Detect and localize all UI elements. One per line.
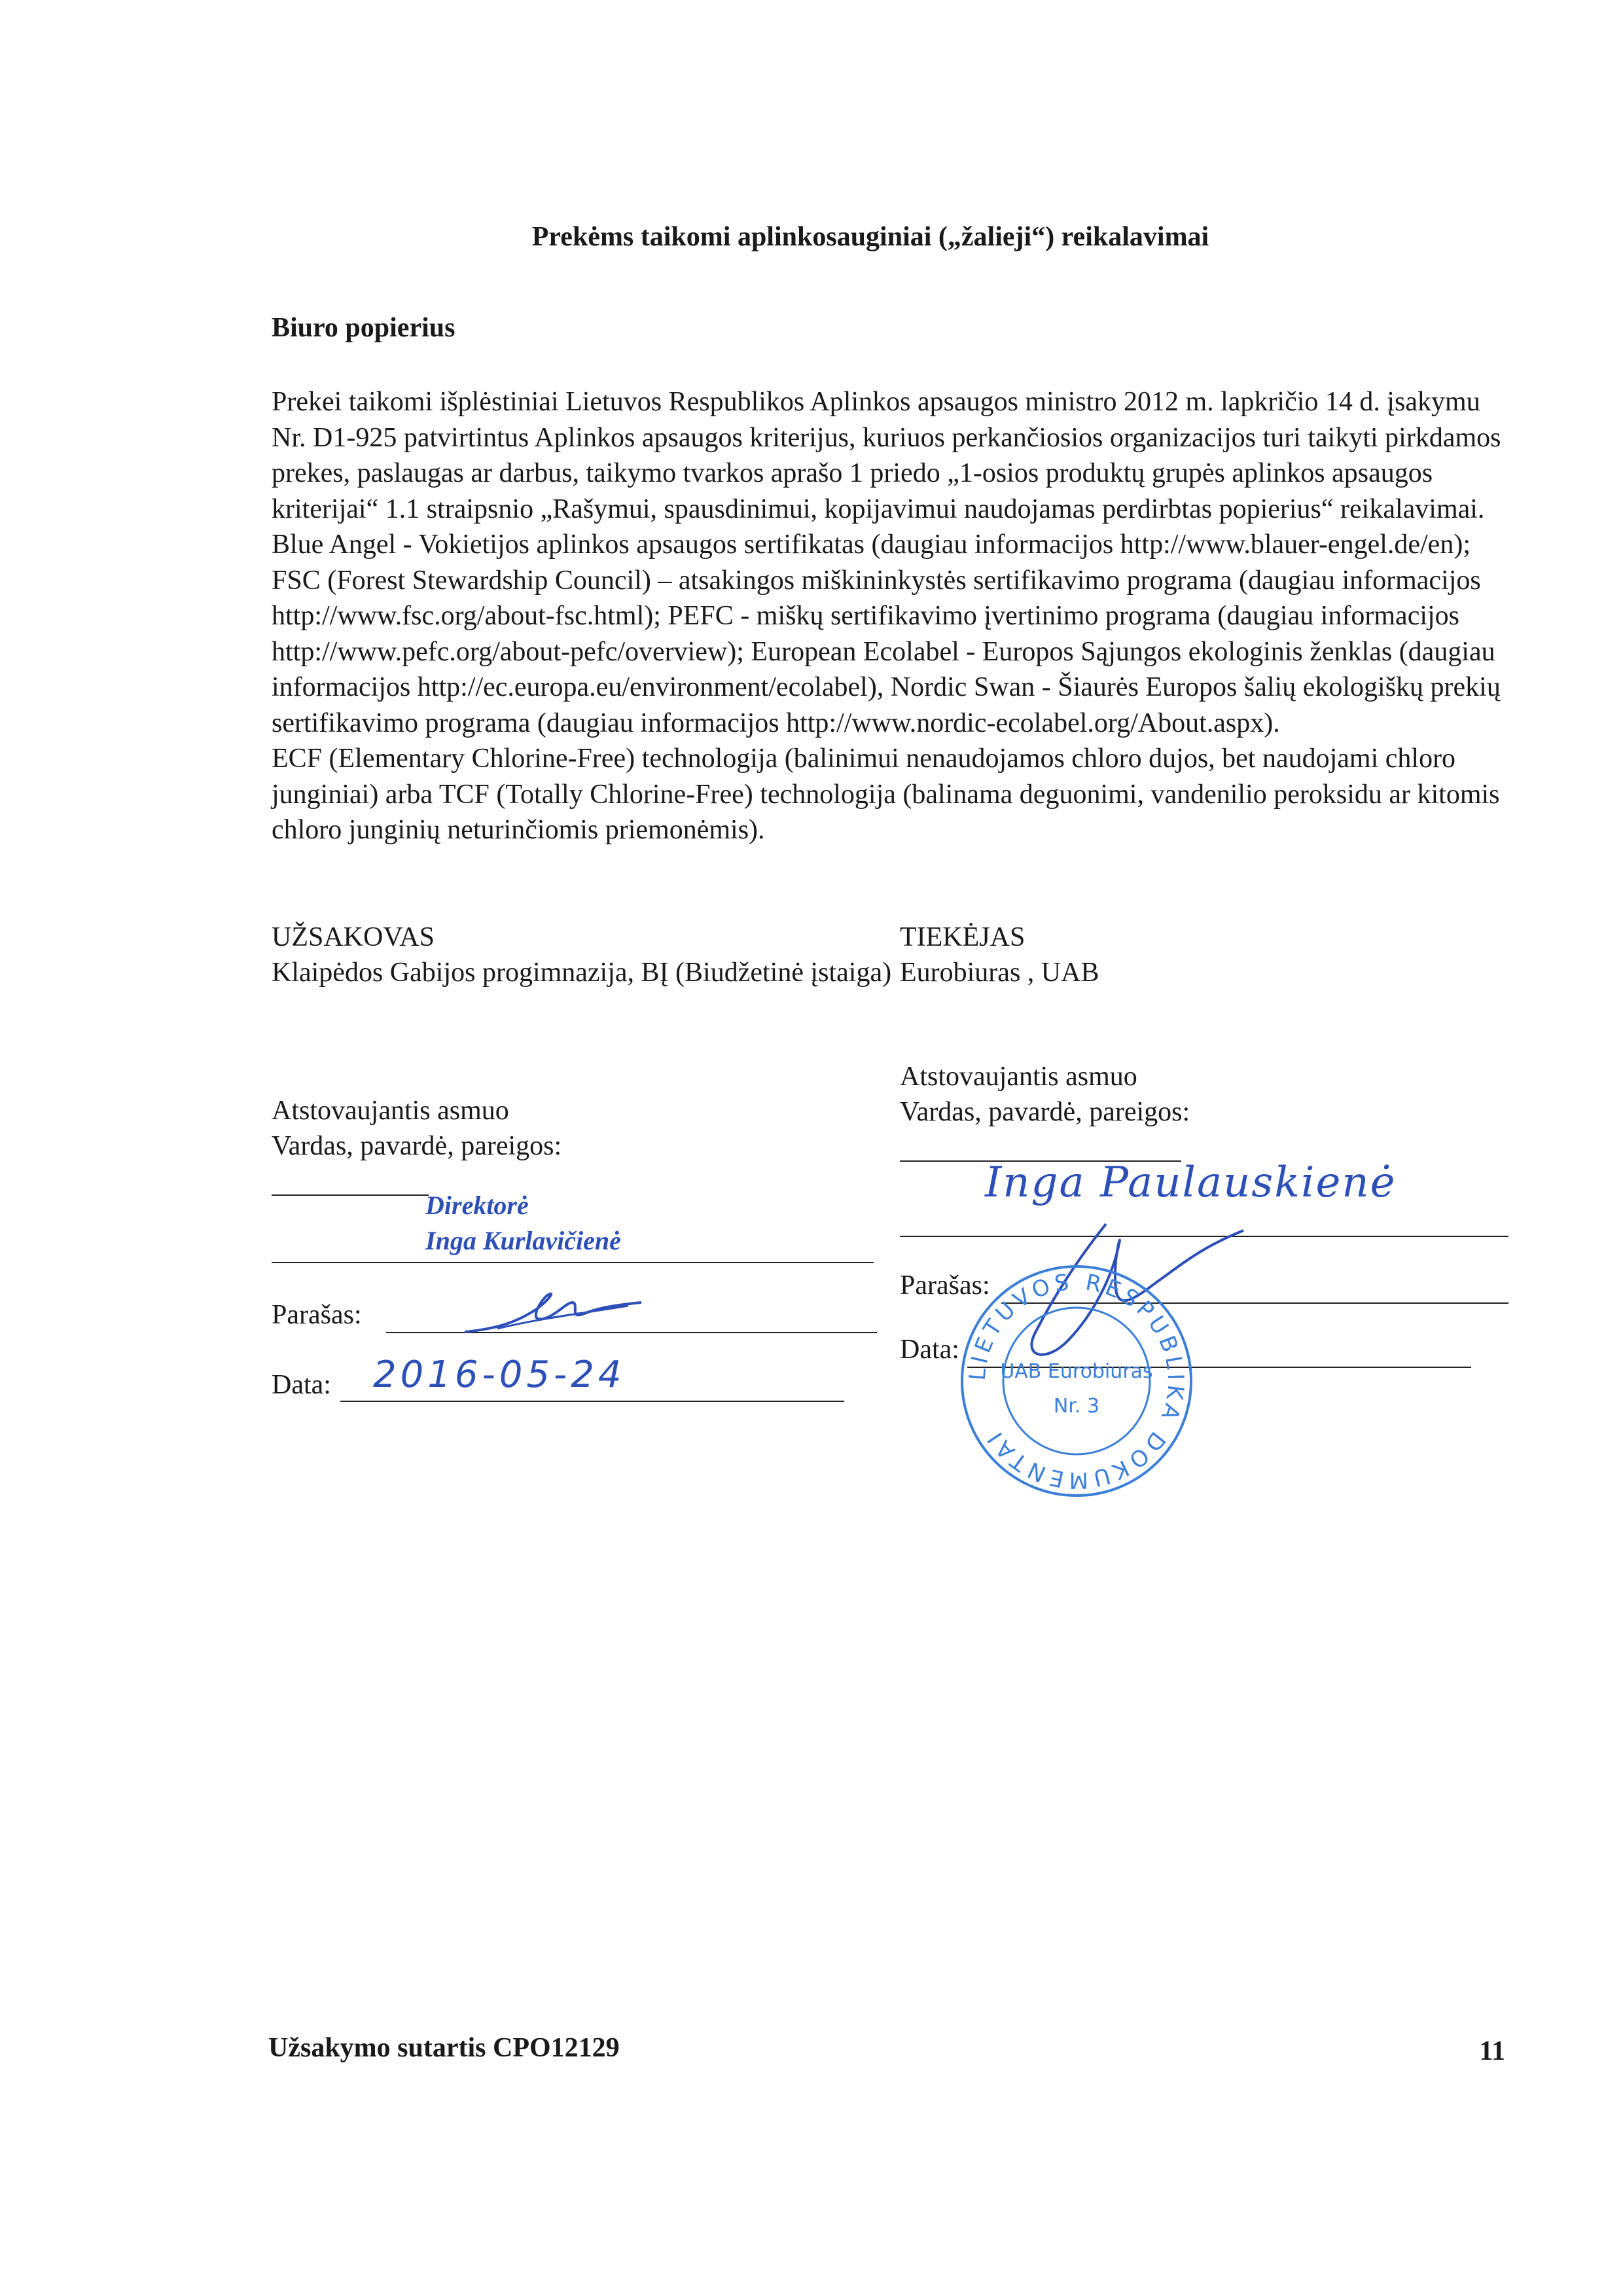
customer-signature-label: Parašas: — [272, 1300, 362, 1330]
supplier-block — [900, 920, 1489, 990]
customer-name-position-label: Vardas, pavardė, pareigos: — [272, 1131, 562, 1161]
supplier-name: Eurobiuras , UAB — [900, 958, 1099, 988]
stamp-number: Nr. 3 — [1053, 1395, 1100, 1418]
customer-stamp-name: Inga Kurlavičienė — [425, 1226, 621, 1255]
customer-date-label: Data: — [272, 1370, 331, 1400]
customer-name-stamp — [425, 1188, 621, 1259]
customer-representative — [272, 1093, 562, 1164]
footer-contract: Užsakymo sutartis CPO12129 — [268, 2033, 620, 2063]
supplier-representative — [900, 1059, 1190, 1130]
customer-signature — [458, 1283, 654, 1342]
footer-page-number: 11 — [1479, 2036, 1505, 2066]
customer-role: UŽSAKOVAS — [272, 922, 435, 952]
supplier-role: TIEKĖJAS — [900, 922, 1026, 952]
supplier-stamp — [952, 1257, 1201, 1505]
requirements-body — [272, 384, 1508, 848]
page-title: Prekėms taikomi aplinkosauginiai („žalieji“) reikalavimai — [531, 222, 1209, 252]
supplier-signature-label: Parašas: — [900, 1270, 990, 1300]
supplier-date-label: Data: — [900, 1335, 959, 1365]
customer-date-line — [340, 1401, 844, 1402]
section-title: Biuro popierius — [272, 313, 455, 343]
paragraph-certificates: Blue Angel - Vokietijos aplinkos apsaugos sertifikatas (daugiau informacijos http://www.blauer-engel.de/en); FSC (Forest Stewardship Council) – atsakingos miškininkystės sertifikavimo programa (daugiau informacijos http://www.fsc.org/about-fsc.html); PEFC - miškų sertifikavimo įvertinimo programa (daugiau informacijos http://www.pefc.org/about-pefc/overview); European Ecolabel - Europos Sąjungos ekologinis ženklas (daugiau informacijos http://ec.europa.eu/environment/ecolabel), Nordic Swan - Šiaurės Europos šalių ekologiškų prekių sertifikavimo programa (daugiau informacijos http://www.nordic-ecolabel.org/About.aspx). — [272, 529, 1501, 738]
supplier-rep-label: Atstovaujantis asmuo — [900, 1062, 1137, 1092]
paragraph-criteria: Prekei taikomi išplėstiniai Lietuvos Respublikos Aplinkos apsaugos ministro 2012 m. lapkričio 14 d. įsakymu Nr. D1-925 patvirtintus Aplinkos apsaugos kriterijus, kuriuos perkančiosios organizacijos turi taikyti pirkdamos prekes, paslaugas ar darbus, taikymo tvarkos aprašo 1 priedo „1-osios produktų grupės aplinkos apsaugos kriterijai“ 1.1 straipsnio „Rašymui, spausdinimui, kopijavimui naudojamas perdirbtas popierius“ reikalavimai. — [272, 387, 1501, 524]
stamp-center-text: UAB Eurobiuras — [1000, 1360, 1153, 1383]
customer-name-line — [272, 1194, 429, 1196]
supplier-handwritten-name: Inga Paulauskienė — [985, 1158, 1397, 1207]
customer-name: Klaipėdos Gabijos progimnazija, BĮ (Biudžetinė įstaiga) — [272, 958, 892, 988]
customer-rep-label: Atstovaujantis asmuo — [272, 1096, 509, 1126]
paragraph-technology: ECF (Elementary Chlorine-Free) technologija (balinimui nenaudojamos chloro dujos, bet naudojami chloro junginiai) arba TCF (Totally Chlorine-Free) technologija (balinama deguonimi, vandenilio peroksidu ar kitomis chloro junginių neturinčiomis priemonėmis). — [272, 744, 1500, 845]
supplier-name-position-label: Vardas, pavardė, pareigos: — [900, 1097, 1190, 1127]
stamp-ring-text: LIETUVOS RESPUBLIKA DOKUMENTAI — [964, 1268, 1189, 1494]
customer-handwritten-date: 2016-05-24 — [373, 1354, 626, 1396]
customer-block — [272, 920, 893, 990]
customer-name-line-2 — [272, 1262, 874, 1263]
customer-stamp-position: Direktorė — [425, 1191, 529, 1220]
